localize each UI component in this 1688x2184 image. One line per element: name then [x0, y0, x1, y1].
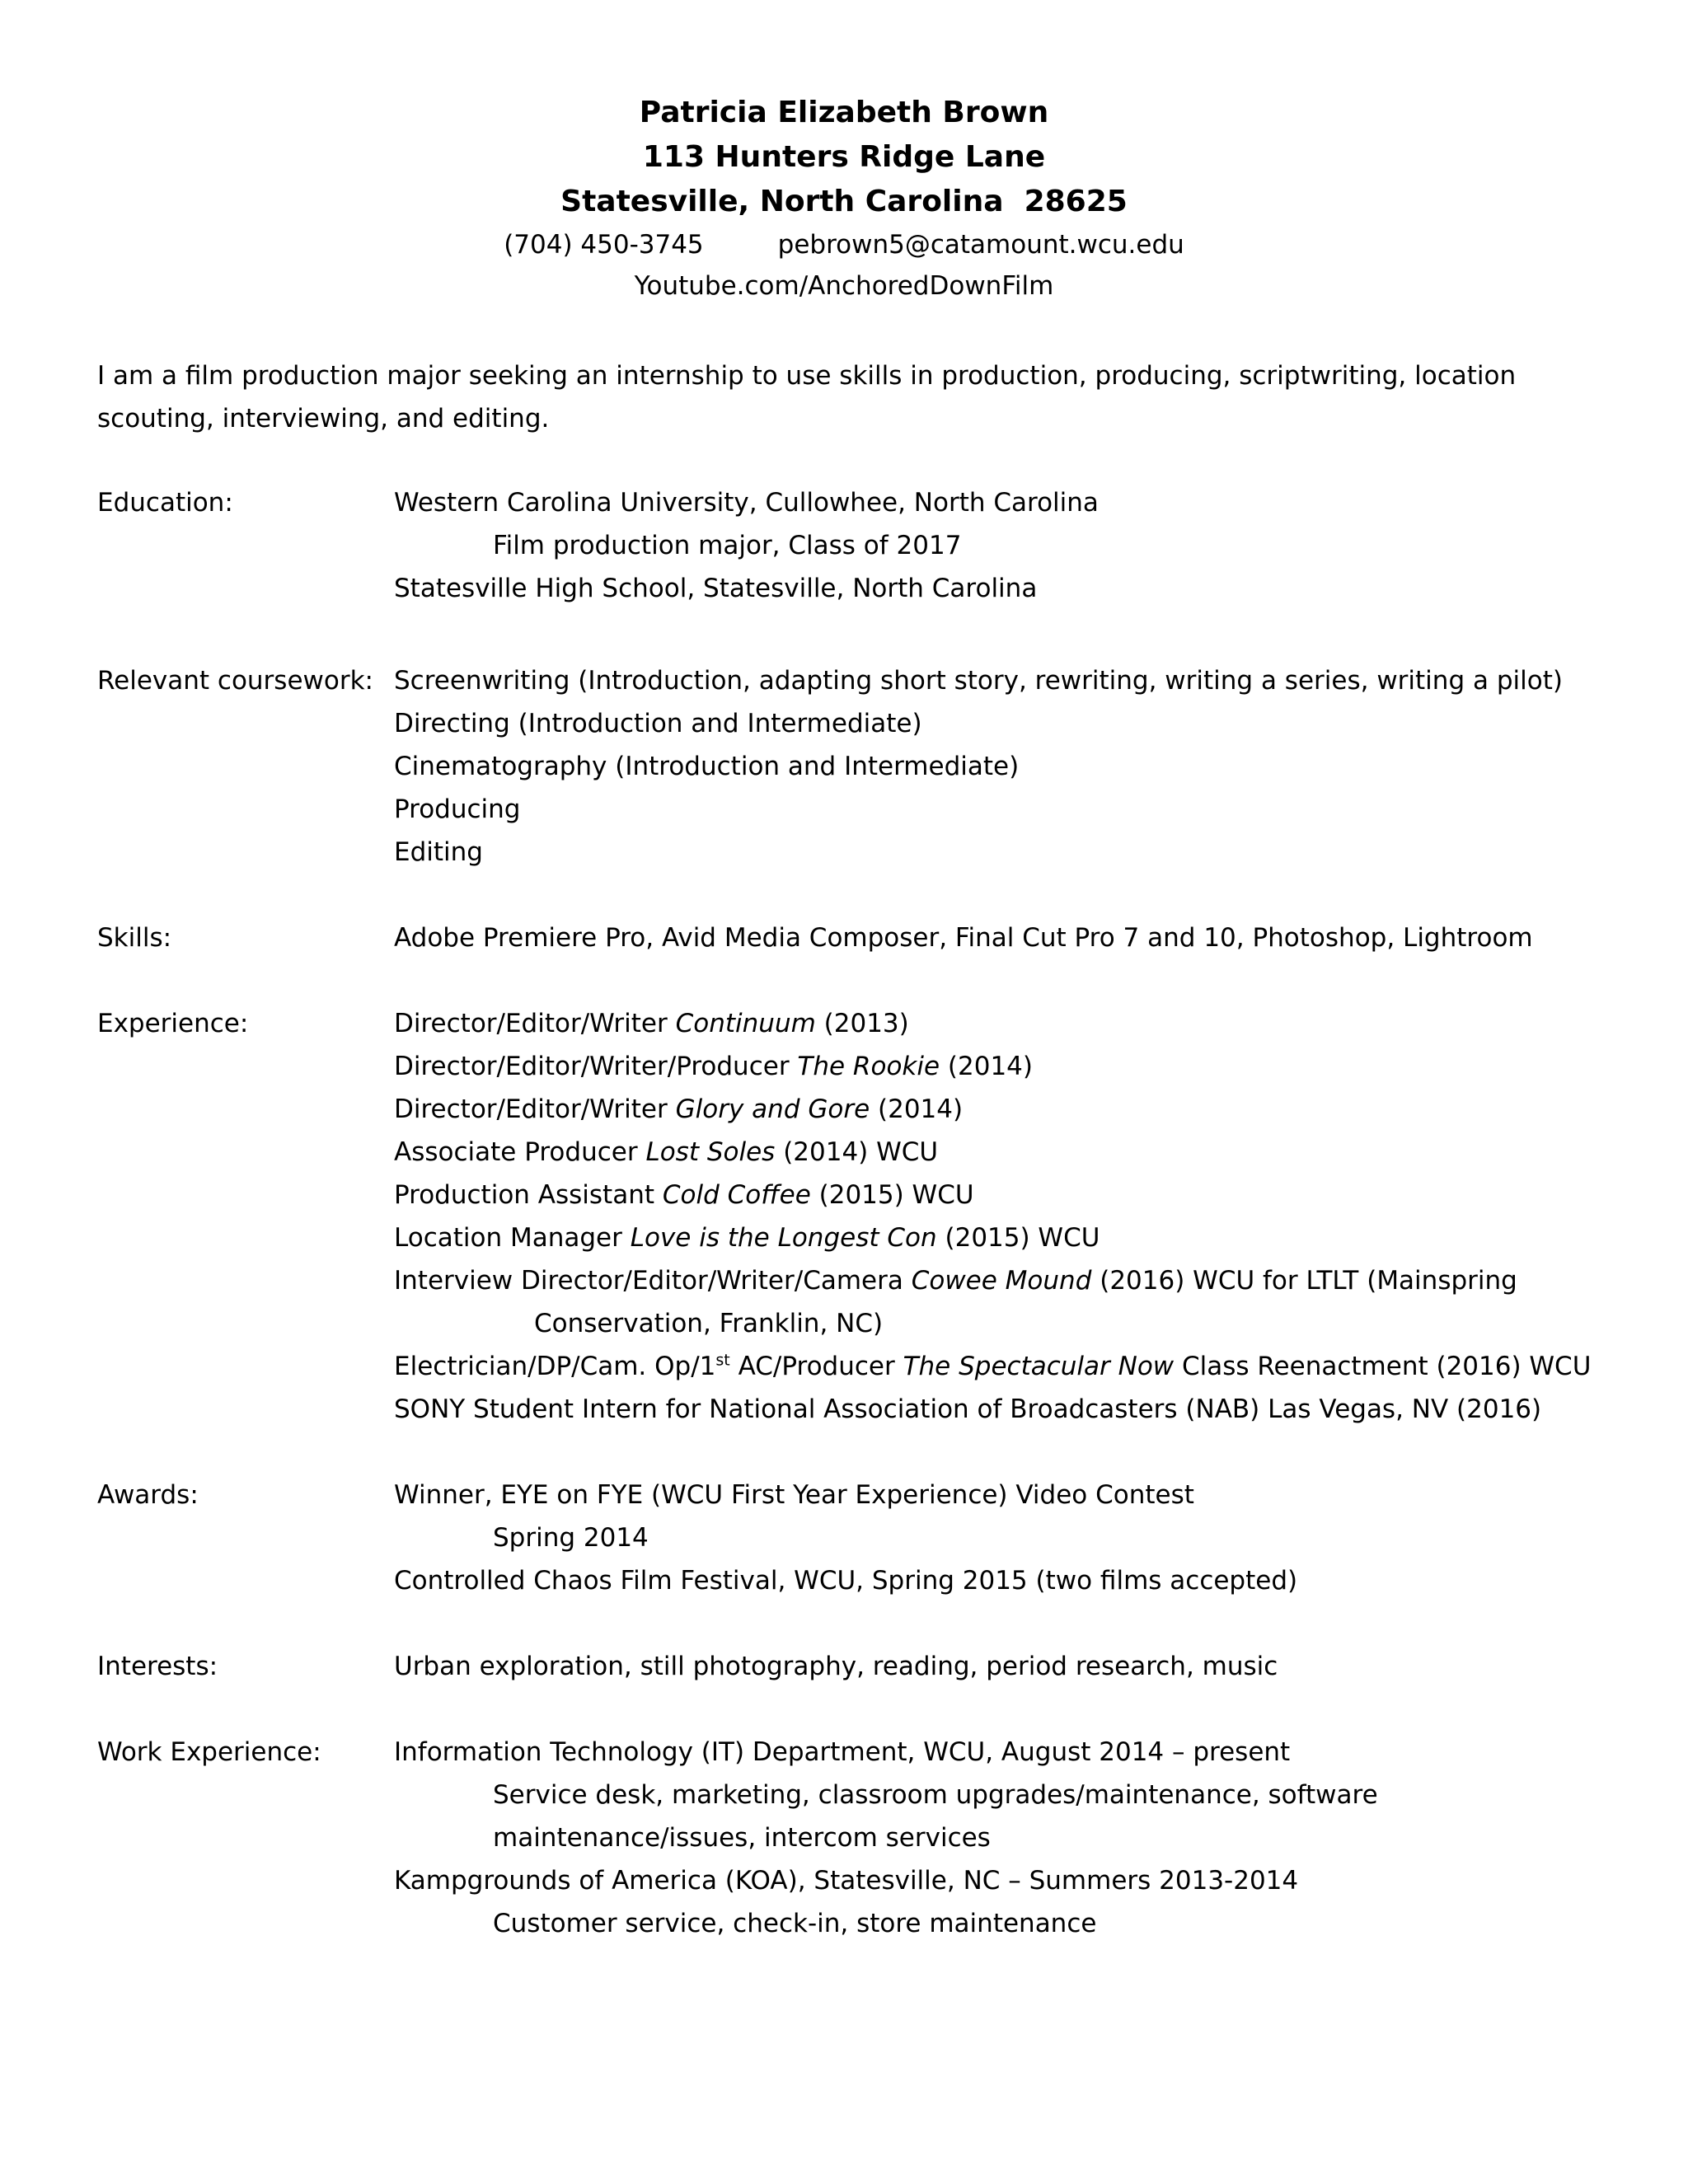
ordinal-suffix: st	[715, 1351, 730, 1370]
film-title: Love is the Longest Con	[630, 1223, 937, 1253]
experience-item	[394, 1002, 1614, 1045]
experience-item	[394, 1045, 1614, 1088]
email-address: pebrown5@catamount.wcu.edu	[777, 230, 1184, 260]
experience-role: Director/Editor/Writer	[394, 1094, 668, 1124]
experience-role: Production Assistant	[394, 1180, 655, 1210]
experience-item	[394, 1216, 1614, 1259]
objective-statement: I am a film production major seeking an internship to use skills in production, producing, scriptwriting, location scouting, interviewing, and editing.	[97, 361, 1517, 434]
coursework-line: Editing	[394, 837, 483, 867]
section-label-coursework: Relevant coursework:	[97, 666, 373, 696]
coursework-line: Producing	[394, 794, 521, 824]
film-title: The Rookie	[797, 1052, 940, 1081]
education-line: Film production major, Class of 2017	[493, 531, 962, 560]
coursework-line: Cinematography (Introduction and Intermediate)	[394, 752, 1020, 781]
experience-detail: (2014)	[947, 1052, 1033, 1081]
phone-number: (704) 450-3745	[504, 230, 704, 260]
experience-detail: (2015) WCU	[818, 1180, 974, 1210]
film-title: Cowee Mound	[911, 1266, 1092, 1296]
film-title: Continuum	[675, 1009, 816, 1038]
experience-item	[394, 1174, 1614, 1216]
experience-item	[394, 1131, 1614, 1174]
film-title: Glory and Gore	[675, 1094, 870, 1124]
work-line: Information Technology (IT) Department, WCU, August 2014 – present	[394, 1737, 1291, 1767]
film-title: Lost Soles	[645, 1137, 776, 1167]
awards-line: Controlled Chaos Film Festival, WCU, Spring 2015 (two films accepted)	[394, 1566, 1298, 1596]
section-label-work-experience: Work Experience:	[97, 1737, 321, 1767]
coursework-line: Screenwriting (Introduction, adapting short story, rewriting, writing a series, writing a pilot)	[394, 666, 1563, 696]
experience-detail: (2014) WCU	[783, 1137, 939, 1167]
work-line: maintenance/issues, intercom services	[493, 1823, 991, 1853]
city-state-zip: Statesville, North Carolina 28625	[560, 185, 1128, 218]
experience-item	[394, 1345, 1614, 1388]
experience-role: Director/Editor/Writer	[394, 1009, 668, 1038]
experience-detail: (2013)	[823, 1009, 909, 1038]
experience-role: Director/Editor/Writer/Producer	[394, 1052, 790, 1081]
experience-item	[394, 1088, 1614, 1131]
coursework-line: Directing (Introduction and Intermediate)	[394, 709, 922, 738]
film-title: The Spectacular Now	[903, 1352, 1175, 1381]
experience-role	[394, 1352, 895, 1381]
section-label-education: Education:	[97, 488, 233, 518]
section-label-interests: Interests:	[97, 1652, 218, 1681]
work-line: Service desk, marketing, classroom upgrades/maintenance, software	[493, 1780, 1378, 1810]
interests-line: Urban exploration, still photography, reading, period research, music	[394, 1652, 1278, 1681]
skills-line: Adobe Premiere Pro, Avid Media Composer, Final Cut Pro 7 and 10, Photoshop, Lightroom	[394, 923, 1533, 953]
awards-line: Spring 2014	[493, 1523, 649, 1553]
role-text: Electrician/DP/Cam. Op/1	[394, 1352, 716, 1381]
resume-header	[0, 91, 1688, 307]
section-label-skills: Skills:	[97, 923, 172, 953]
experience-role: Associate Producer	[394, 1137, 638, 1167]
applicant-name: Patricia Elizabeth Brown	[639, 96, 1049, 129]
work-line: Customer service, check-in, store maintenance	[493, 1909, 1097, 1938]
education-line: Statesville High School, Statesville, North Carolina	[394, 574, 1038, 603]
section-label-awards: Awards:	[97, 1480, 199, 1510]
experience-continuation: Conservation, Franklin, NC)	[534, 1309, 884, 1338]
section-label-experience: Experience:	[97, 1009, 249, 1038]
contact-line	[0, 224, 1688, 265]
street-address: 113 Hunters Ridge Lane	[642, 140, 1046, 174]
experience-detail: Class Reenactment (2016) WCU	[1182, 1352, 1592, 1381]
experience-role: Location Manager	[394, 1223, 622, 1253]
experience-role: Interview Director/Editor/Writer/Camera	[394, 1266, 903, 1296]
film-title: Cold Coffee	[662, 1180, 811, 1210]
education-line: Western Carolina University, Cullowhee, North Carolina	[394, 488, 1099, 518]
experience-detail: (2016) WCU for LTLT (Mainspring	[1100, 1266, 1517, 1296]
awards-line: Winner, EYE on FYE (WCU First Year Experience) Video Contest	[394, 1480, 1194, 1510]
work-line: Kampgrounds of America (KOA), Statesville, NC – Summers 2013-2014	[394, 1866, 1299, 1896]
experience-item	[394, 1259, 1614, 1302]
experience-detail: (2014)	[878, 1094, 964, 1124]
experience-detail: (2015) WCU	[945, 1223, 1100, 1253]
experience-item: SONY Student Intern for National Association of Broadcasters (NAB) Las Vegas, NV (2016)	[394, 1394, 1542, 1424]
website-link: Youtube.com/AnchoredDownFilm	[634, 271, 1054, 301]
role-text: AC/Producer	[738, 1352, 895, 1381]
